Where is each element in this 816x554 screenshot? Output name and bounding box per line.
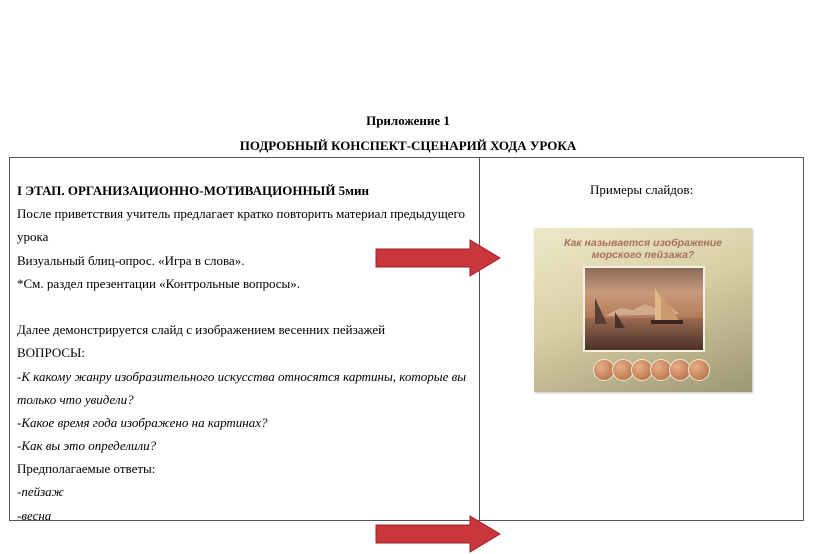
slide-question-line-2: морского пейзажа? [591,249,695,261]
questions-label: ВОПРОСЫ: [17,345,86,361]
answer-2: -весна [17,507,52,523]
slide-thumbnail [534,228,752,392]
seascape-image [585,268,703,350]
seascape-painting [583,266,705,352]
appendix-label: Приложение 1 [366,113,450,128]
slide-question [534,237,752,261]
question-1: -К какому жанру изобразительного искусства относятся картины, которые вы [17,368,467,384]
slides-examples-title: Примеры слайдов: [590,182,694,197]
question-3: -Как вы это определили? [17,438,157,454]
paragraph-3: *См. раздел презентации «Контрольные вопросы». [17,275,301,291]
left-column [17,179,477,527]
column-divider [479,158,480,520]
answers-label: Предполагаемые ответы: [17,461,156,477]
stage-title: I ЭТАП. ОРГАНИЗАЦИОННО-МОТИВАЦИОННЫЙ 5мин [17,183,370,198]
paragraph-2: Визуальный блиц-опрос. «Игра в слова». [17,252,245,268]
question-2: -Какое время года изображено на картинах? [17,414,268,430]
coin-row [593,359,713,381]
question-1-cont: только что увидели? [17,391,134,407]
coin-6 [688,359,710,381]
paragraph-4: Далее демонстрируется слайд с изображением весенних пейзажей [17,322,386,338]
paragraph-1-cont: урока [17,229,49,245]
page-title: ПОДРОБНЫЙ КОНСПЕКТ-СЦЕНАРИЙ ХОДА УРОКА [239,138,577,153]
answer-1: -пейзаж [17,484,64,500]
right-arrow-icon-bottom [374,514,502,554]
blank-line [17,295,477,318]
right-arrow-icon [374,238,502,278]
slide-question-line-1: Как называется изображение [563,237,723,249]
paragraph-1: После приветствия учитель предлагает кратко повторить материал предыдущего [17,206,466,222]
lesson-table [9,157,804,521]
